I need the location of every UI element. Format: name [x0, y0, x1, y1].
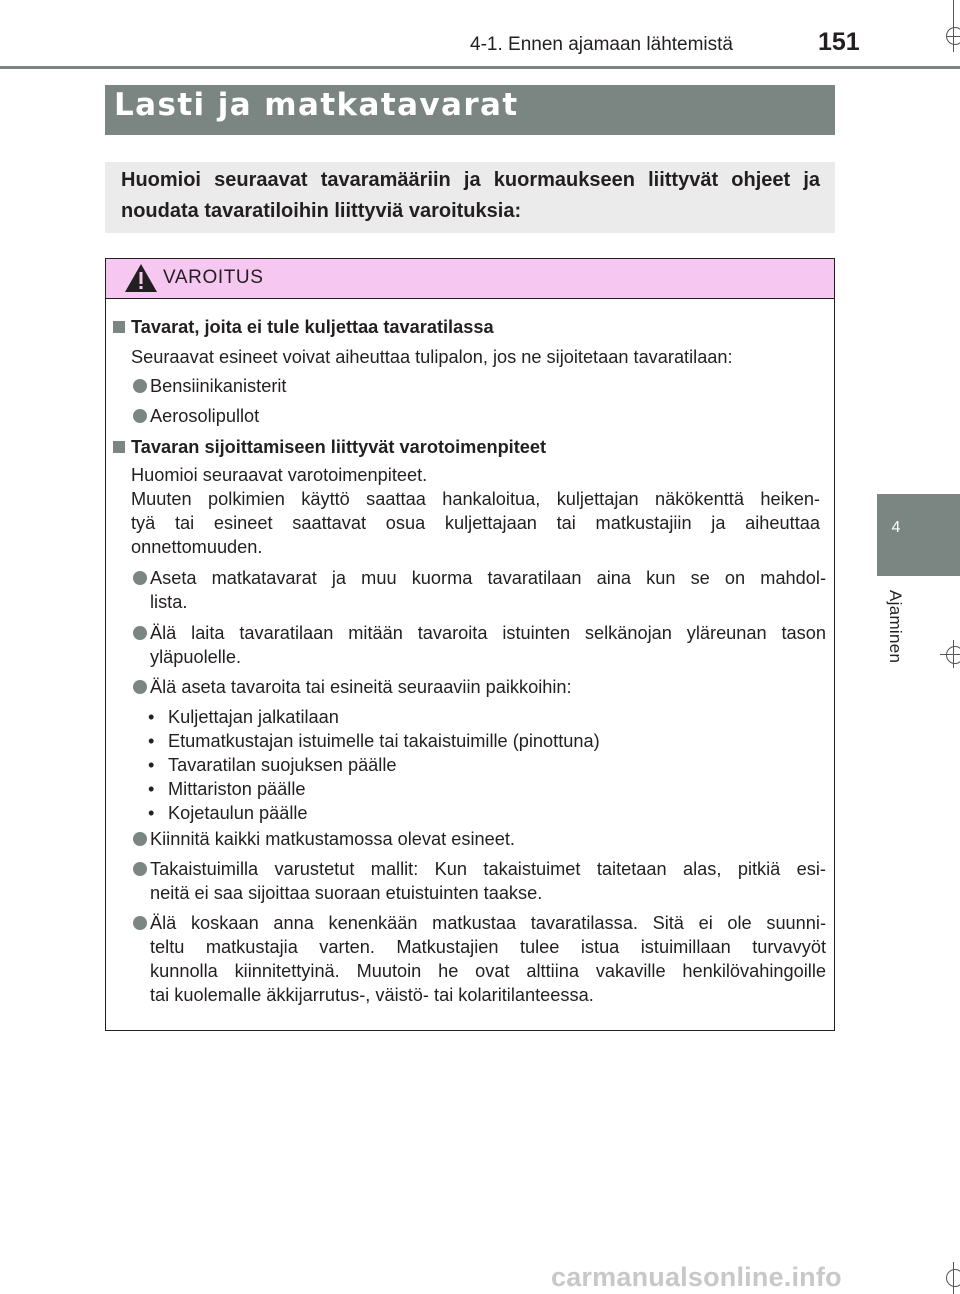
page-number: 151 — [818, 28, 860, 56]
square-bullet-icon — [113, 441, 125, 453]
section-2-intro-line: Huomioi seuraavat varotoimenpiteet. — [131, 465, 428, 485]
warning-triangle-icon — [124, 263, 158, 293]
chapter-number: 4 — [891, 519, 901, 536]
bullet-text-line: lista. — [150, 592, 188, 612]
round-bullet-icon — [133, 680, 147, 694]
chapter-label: Ajaminen — [886, 590, 905, 664]
bullet-text-line: tai kuolemalle äkkijarrutus-, väistö- tai kolaritilanteessa. — [150, 985, 594, 1005]
sub-bullet-dot: • — [148, 803, 155, 823]
sub-bullet-dot: • — [148, 779, 155, 799]
bullet-text-line: Kiinnitä kaikki matkustamossa olevat esineet. — [150, 829, 515, 849]
footer-watermark: carmanualsonline.info — [551, 1262, 842, 1292]
round-bullet-icon — [133, 409, 147, 423]
warning-label: VAROITUS — [163, 267, 264, 288]
crop-mark-bottom-circle — [946, 1269, 960, 1287]
section-2-text-line: onnettomuuden. — [131, 537, 263, 557]
round-bullet-icon — [133, 571, 147, 585]
sub-bullet-dot: • — [148, 707, 155, 727]
header-rule — [0, 66, 960, 69]
bullet-text-line: Älä aseta tavaroita tai esineitä seuraaviin paikkoihin: — [150, 677, 572, 697]
sub-list-item: Kuljettajan jalkatilaan — [168, 707, 339, 727]
section-heading-1: Tavarat, joita ei tule kuljettaa tavaratilassa — [131, 317, 494, 337]
sub-list-item: Kojetaulun päälle — [168, 803, 308, 823]
section-1-text: Seuraavat esineet voivat aiheuttaa tulipalon, jos ne sijoitetaan tavaratilaan: — [131, 347, 733, 367]
bullet-text-line: Aseta matkatavarat ja muu kuorma tavaratilaan aina kun se on mahdol- — [150, 568, 826, 588]
bullet-text-line: Älä laita tavaratilaan mitään tavaroita istuinten selkänojan yläreunan tason — [150, 623, 826, 643]
section-2-text-line: Muuten polkimien käyttö saattaa hankaloitua, kuljettajan näkökenttä heiken- — [131, 489, 820, 509]
sub-bullet-dot: • — [148, 755, 155, 775]
round-bullet-icon — [133, 916, 147, 930]
page-title: Lasti ja matkatavarat — [114, 87, 519, 123]
sub-list-item: Mittariston päälle — [168, 779, 306, 799]
intro-text: Huomioi seuraavat tavaramääriin ja kuormaukseen liittyvät ohjeet ja noudata tavaratiloihin liittyviä varoituksia: — [121, 169, 820, 222]
section-2-text-line: tyä tai esineet saattavat osua kuljettajaan tai matkustajiin ja aiheuttaa — [131, 513, 820, 533]
sub-list-item: Etumatkustajan istuimelle tai takaistuimille (pinottuna) — [168, 731, 600, 751]
square-bullet-icon — [113, 321, 125, 333]
bullet-text-line: Älä koskaan anna kenenkään matkustaa tavaratilassa. Sitä ei ole suunni- — [150, 913, 826, 933]
sub-list-item: Tavaratilan suojuksen päälle — [168, 755, 397, 775]
bullet-text-line: kunnolla kiinnitettyinä. Muutoin he ovat alttiina vakaville henkilövahingoille — [150, 961, 826, 981]
round-bullet-icon — [133, 626, 147, 640]
section-heading-2: Tavaran sijoittamiseen liittyvät varotoimenpiteet — [131, 437, 547, 457]
round-bullet-icon — [133, 832, 147, 846]
round-bullet-icon — [133, 862, 147, 876]
bullet-text-line: teltu matkustajia varten. Matkustajien tulee istua istuimillaan turvavyöt — [150, 937, 826, 957]
list-item: Bensiinikanisterit — [150, 376, 287, 396]
list-item: Aerosolipullot — [150, 406, 260, 426]
header-section-title: 4-1. Ennen ajamaan lähtemistä — [470, 34, 733, 55]
bullet-text-line: Takaistuimilla varustetut mallit: Kun takaistuimet taitetaan alas, pitkiä esi- — [150, 859, 826, 879]
bullet-text-line: yläpuolelle. — [150, 647, 241, 667]
crop-mark-right-circle — [946, 646, 960, 664]
crop-mark-top-circle — [946, 27, 960, 45]
sub-bullet-dot: • — [148, 731, 155, 751]
round-bullet-icon — [133, 379, 147, 393]
bullet-text-line: neitä ei saa sijoittaa suoraan etuistuinten taakse. — [150, 883, 543, 903]
